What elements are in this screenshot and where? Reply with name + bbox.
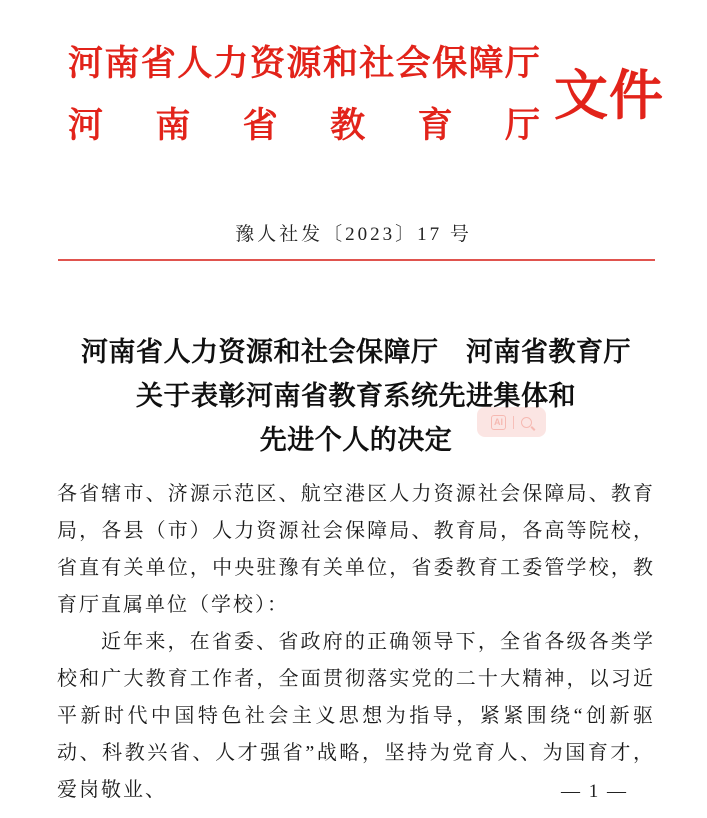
ai-watermark-badge[interactable] (477, 407, 546, 437)
title-line-2: 关于表彰河南省教育系统先进集体和 (136, 381, 576, 411)
document-title (57, 330, 655, 462)
agency-name-line-1: 河 南 省 人 力 资 源 和 社 会 保 障 厅 (68, 44, 540, 83)
search-icon[interactable] (521, 417, 532, 428)
body-paragraph-addressees: 各省辖市、济源示范区、航空港区人力资源社会保障局、教育局，各县（市）人力资源社会保障局、教育局，各高等院校，省直有关单位，中央驻豫有关单位，省委教育工委管学校，教育厅直属单位（学校）： (57, 483, 655, 616)
agency-name-line-2: 河 南 省 教 育 厅 (68, 106, 540, 145)
red-divider-line (58, 259, 655, 261)
page-number: — 1 — (561, 781, 628, 802)
title-line-1: 河南省人力资源和社会保障厅 河南省教育厅 (81, 337, 631, 367)
red-letterhead (68, 44, 664, 146)
doc-type-label: 文件 (554, 66, 664, 126)
body-paragraph-1: 近年来，在省委、省政府的正确领导下，全省各级各类学校和广大教育工作者，全面贯彻落实党的二十大精神，以习近平新时代中国特色社会主义思想为指导，紧紧围绕“创新驱动、科教兴省、人才强省”战略，坚持为党育人、为国育才，爱岗敬业、 (57, 631, 655, 801)
doc-number: 豫人社发〔2023〕17 号 (235, 224, 472, 245)
title-line-3: 先进个人的决定 (259, 425, 453, 455)
ai-badge-icon[interactable]: AI (491, 415, 506, 430)
document-body (57, 476, 655, 809)
watermark-divider (513, 416, 514, 429)
